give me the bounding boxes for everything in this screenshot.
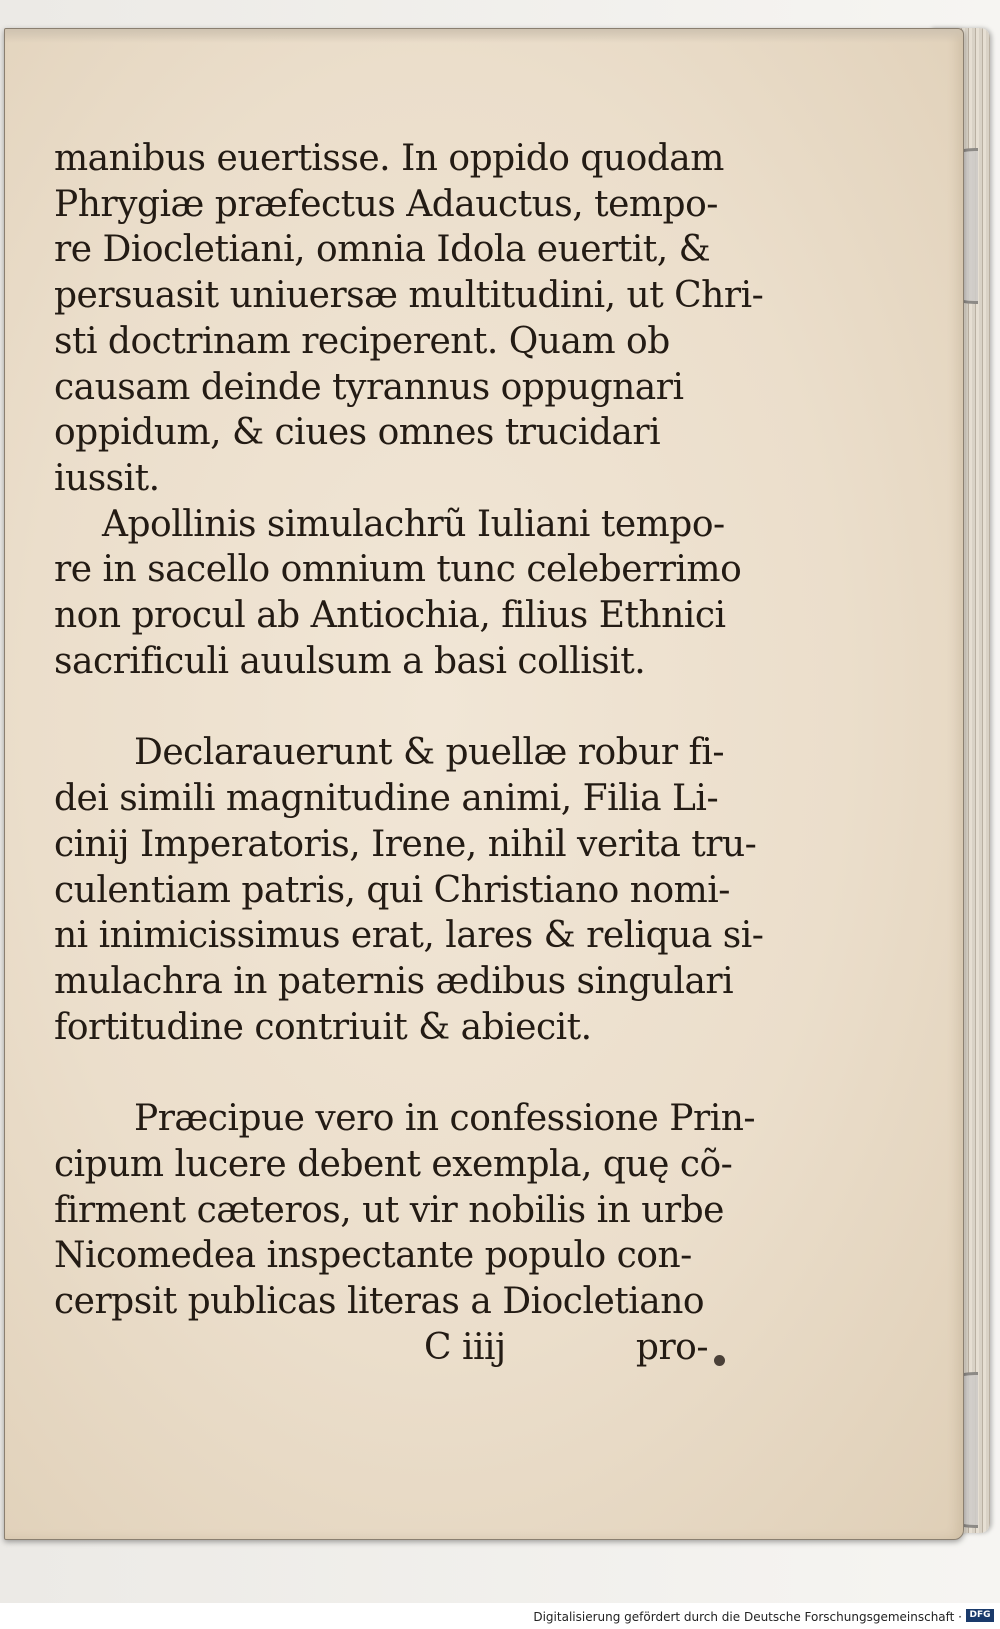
ink-spot	[714, 1355, 725, 1366]
catchword: pro-	[635, 1326, 708, 1368]
text-line: manibus euertisse. In oppido quodam	[54, 138, 724, 179]
paragraph-gap	[54, 684, 714, 730]
text-line: Phrygiæ præfectus Adauctus, tempo-	[54, 183, 718, 225]
text-line: sacrificuli auulsum a basi collisit.	[54, 640, 646, 682]
paragraph-gap	[54, 1050, 714, 1096]
text-line: causam deinde tyrannus oppugnari	[54, 366, 684, 408]
digitization-footer	[0, 1603, 1000, 1629]
text-line: Apollinis simulachrũ Iuliani tempo-	[102, 503, 725, 545]
text-line: dei simili magnitudine animi, Filia Li-	[54, 778, 719, 820]
text-line: Declarauerunt & puellæ robur fi-	[134, 732, 725, 774]
text-line: firment cæteros, ut vir nobilis in urbe	[54, 1189, 724, 1231]
funding-notice: Digitalisierung gefördert durch die Deutsche Forschungsgemeinschaft ·	[533, 1610, 962, 1624]
page-top-edge	[5, 29, 963, 43]
text-line: non procul ab Antiochia, filius Ethnici	[54, 595, 726, 637]
text-line: culentiam patris, qui Christiano nomi-	[54, 869, 730, 911]
text-line: cerpsit publicas literas a Diocletiano	[54, 1281, 705, 1323]
text-line: cipum lucere debent exempla, quę cõ-	[54, 1144, 733, 1186]
text-line: oppidum, & ciues omnes trucidari	[54, 412, 661, 454]
text-line: re in sacello omnium tunc celeberrimo	[54, 549, 742, 591]
text-line: cinij Imperatoris, Irene, nihil verita tru-	[54, 823, 757, 865]
dfg-logo: DFG	[966, 1609, 994, 1622]
text-line: Præcipue vero in confessione Prin-	[134, 1098, 756, 1140]
page-text	[54, 136, 764, 1371]
page-footer-line	[54, 1325, 714, 1371]
text-line: mulachra in paternis ædibus singulari	[54, 960, 734, 1002]
text-line: persuasit uniuersæ multitudini, ut Chri-	[54, 275, 764, 317]
text-line: ni inimicissimus erat, lares & reliqua si-	[54, 915, 764, 957]
text-line: sti doctrinam reciperent. Quam ob	[54, 320, 670, 362]
text-line: iussit.	[54, 457, 160, 499]
text-line: re Diocletiani, omnia Idola euertit, &	[54, 229, 711, 271]
text-line: Nicomedea inspectante populo con-	[54, 1235, 692, 1277]
text-line: fortitudine contriuit & abiecit.	[54, 1006, 592, 1048]
signature-mark: C iiij	[424, 1326, 506, 1368]
